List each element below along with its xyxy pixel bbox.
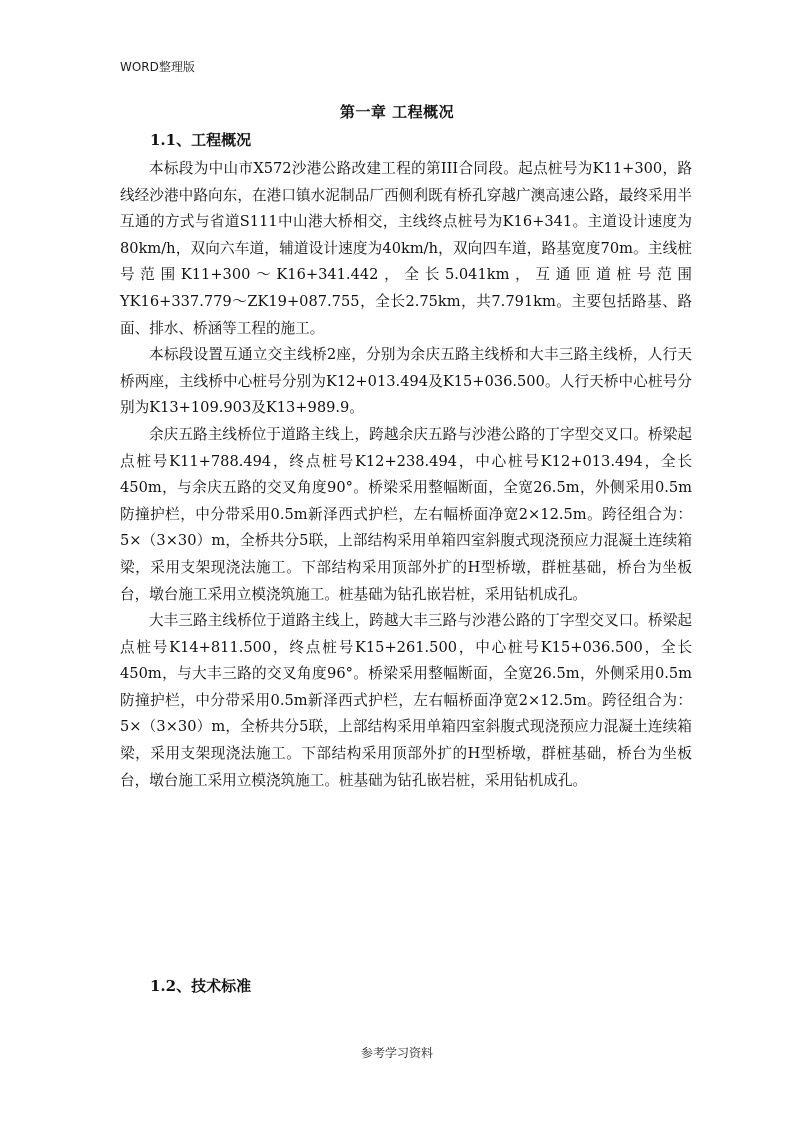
paragraph-bridges: 本标段设置互通立交主线桥2座，分别为余庆五路主线桥和大丰三路主线桥，人行天桥两座，主线桥中心桩号分别为K12+013.494及K15+036.500。人行天桥中心桩号分别为K13+109.903及K13+989.9。 xyxy=(120,346,692,417)
paragraph-yuqing-bridge: 余庆五路主线桥位于道路主线上，跨越余庆五路与沙港公路的丁字型交叉口。桥梁起点桩号K11+788.494，终点桩号K12+238.494，中心桩号K12+013.494，全长450m，与余庆五路的交叉角度90°。桥梁采用整幅断面，全宽26.5m，外侧采用0.5m防撞护栏，中分带采用0.5m新泽西式护栏，左右幅桥面净宽2×12.5m。跨径组合为：5×（3×30）m，全桥共分5联，上部结构采用单箱四室斜腹式现浇预应力混凝土连续箱梁，采用支架现浇法施工。下部结构采用顶部外扩的H型桥墩，群桩基础，桥台为坐板台，墩台施工采用立模浇筑施工。桩基础为钻孔嵌岩桩，采用钻机成孔。 xyxy=(120,425,692,603)
chapter-title: 第一章 工程概况 xyxy=(339,103,455,121)
page-header: WORD整理版 xyxy=(120,60,195,74)
section-heading-1-1: 1.1、工程概况 xyxy=(150,131,252,149)
paragraph-overview: 本标段为中山市X572沙港公路改建工程的第III合同段。起点桩号为K11+300，路线经沙港中路向东，在港口镇水泥制品厂西侧利既有桥孔穿越广澳高速公路，最终采用半互通的方式与省道S111中山港大桥相交，主线终点桩号为K16+341。主道设计速度为80km/h，双向六车道，辅道设计速度为40km/h，双向四车道，路基宽度70m。主线桩号范围K11+300～K16+341.442，全长5.041km，互通匝道桩号范围YK16+337.779～ZK19+087.755，全长2.75km，共7.791km。主要包括路基、路面、排水、桥涵等工程的施工。 xyxy=(120,160,692,337)
section-heading-1-2: 1.2、技术标准 xyxy=(150,977,252,995)
page-footer: 参考学习资料 xyxy=(360,1046,433,1060)
section-body xyxy=(120,156,692,794)
paragraph-dafeng-bridge: 大丰三路主线桥位于道路主线上，跨越大丰三路与沙港公路的丁字型交叉口。桥梁起点桩号K14+811.500，终点桩号K15+261.500，中心桩号K15+036.500，全长450m，与大丰三路的交叉角度96°。桥梁采用整幅断面，全宽26.5m，外侧采用0.5m防撞护栏，中分带采用0.5m新泽西式护栏，左右幅桥面净宽2×12.5m。跨径组合为：5×（3×30）m，全桥共分5联，上部结构采用单箱四室斜腹式现浇预应力混凝土连续箱梁，采用支架现浇法施工。下部结构采用顶部外扩的H型桥墩，群桩基础，桥台为坐板台，墩台施工采用立模浇筑施工。桩基础为钻孔嵌岩桩，采用钻机成孔。 xyxy=(120,612,692,789)
